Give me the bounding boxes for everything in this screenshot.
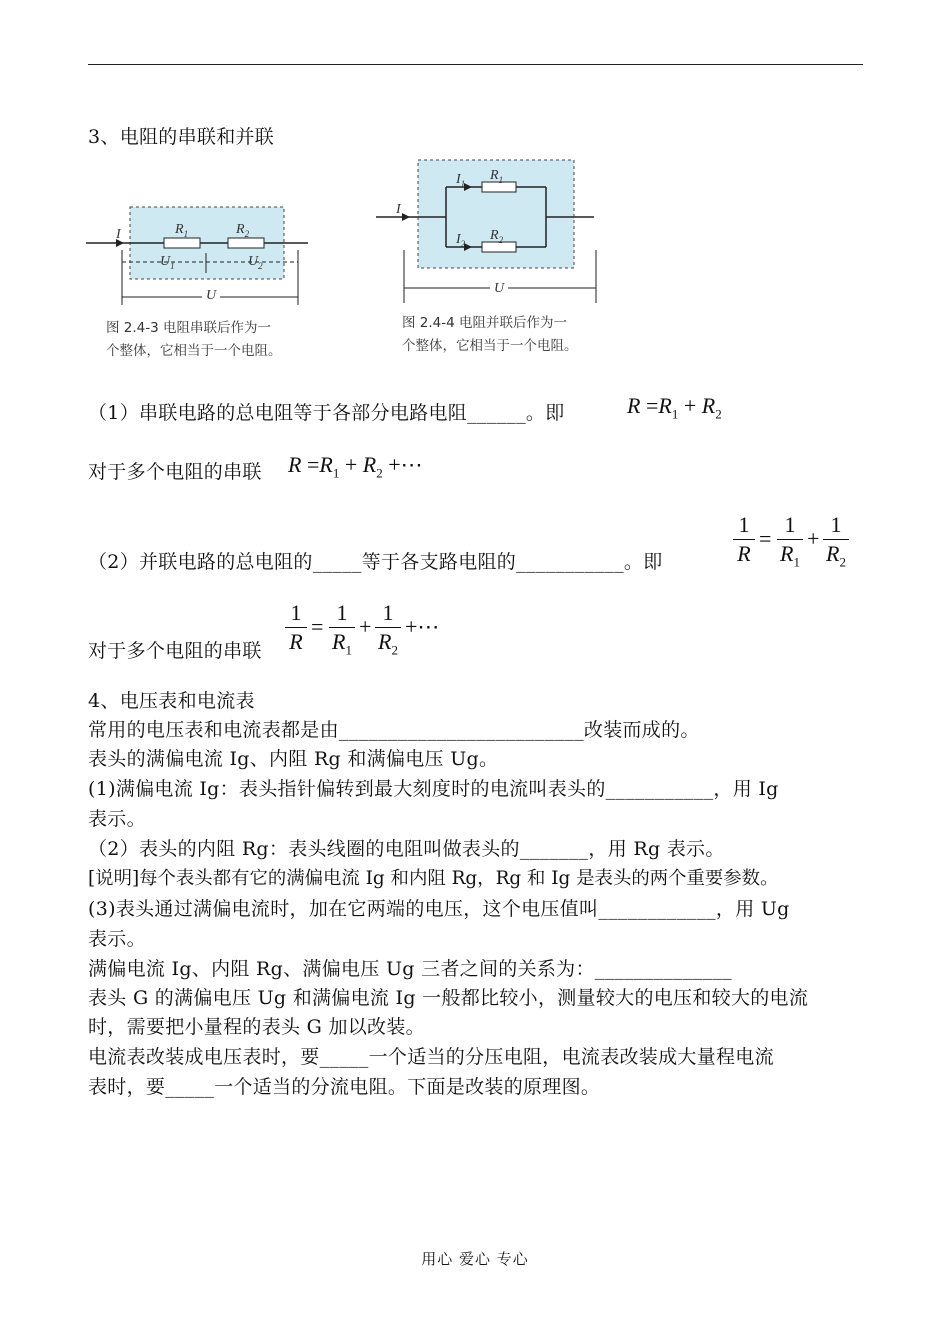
parallel-caption-1: 图 2.4-4 电阻并联后作为一 bbox=[402, 315, 568, 331]
text-line: 表时，要_____一个适当的分流电阻。下面是改装的原理图。 bbox=[88, 1076, 601, 1098]
parallel-label-r2: $R_2$ bbox=[490, 228, 504, 245]
parallel-multi-text: 对于多个电阻的串联 bbox=[88, 640, 262, 662]
section-3-title: 3、电阻的串联和并联 bbox=[88, 126, 275, 148]
parallel-label-r1: $R_1$ bbox=[490, 168, 504, 185]
series-caption-2: 个整体，它相当于一个电阻。 bbox=[106, 343, 282, 359]
text-line: [说明]每个表头都有它的满偏电流 Ig 和内阻 Rg，Rg 和 Ig 是表头的两个重要参数。 bbox=[88, 868, 779, 889]
text-line: （2）表头的内阻 Rg：表头线圈的电阻叫做表头的_______，用 Rg 表示。 bbox=[88, 838, 725, 860]
series-label-u2: $U_2$ bbox=[248, 254, 263, 271]
page-footer: 用心 爱心 专心 bbox=[421, 1250, 529, 1268]
series-multi-formula: $R =R_1 + R_2$ +⋯ bbox=[288, 452, 423, 481]
series-multi-text: 对于多个电阻的串联 bbox=[88, 461, 262, 483]
parallel-rule-text: （2）并联电路的总电阻的_____等于各支路电阻的___________。即 bbox=[88, 551, 663, 573]
parallel-label-i: I bbox=[396, 202, 401, 217]
header-rule bbox=[88, 64, 863, 65]
series-caption-1: 图 2.4-3 电阻串联后作为一 bbox=[106, 320, 272, 336]
parallel-formula: 1 R = 1 $R_1$ + 1 $R_2$ bbox=[733, 512, 863, 572]
text-line: 表示。 bbox=[88, 928, 146, 950]
series-label-r1: $R_1$ bbox=[175, 222, 189, 239]
series-label-u1: $U_1$ bbox=[160, 254, 175, 271]
series-circuit-figure bbox=[86, 195, 316, 310]
text-line: (1)满偏电流 Ig：表头指针偏转到最大刻度时的电流叫表头的___________，用 Ig bbox=[88, 778, 779, 800]
text-line: 表示。 bbox=[88, 808, 146, 830]
series-label-u: U bbox=[202, 284, 220, 307]
text-line: 满偏电流 Ig、内阻 Rg、满偏电压 Ug 三者之间的关系为：______________ bbox=[88, 958, 732, 980]
parallel-label-i1: $I_1$ bbox=[456, 172, 466, 189]
series-label-r2: $R_2$ bbox=[236, 222, 250, 239]
series-label-i: I bbox=[116, 227, 121, 242]
parallel-label-i2: $I_2$ bbox=[456, 232, 466, 249]
text-line: 电流表改装成电压表时，要_____一个适当的分压电阻，电流表改装成大量程电流 bbox=[88, 1046, 774, 1068]
parallel-multi-formula: 1 R = 1 $R_1$ + 1 $R_2$ +⋯ bbox=[285, 600, 455, 660]
parallel-caption-2: 个整体，它相当于一个电阻。 bbox=[402, 338, 578, 354]
text-line: 表头 G 的满偏电压 Ug 和满偏电流 Ig 一般都比较小，测量较大的电压和较大的电流 bbox=[88, 987, 809, 1009]
text-line: (3)表头通过满偏电流时，加在它两端的电压，这个电压值叫____________，用 Ug bbox=[88, 898, 790, 920]
section-4-title: 4、电压表和电流表 bbox=[88, 690, 255, 712]
text-line: 常用的电压表和电流表都是由_________________________改装而成的。 bbox=[88, 719, 700, 741]
series-formula: $R =R_1 + R_2$ bbox=[627, 393, 722, 422]
text-line: 时，需要把小量程的表头 G 加以改装。 bbox=[88, 1016, 425, 1038]
parallel-label-u: U bbox=[490, 277, 508, 300]
series-rule-text: （1）串联电路的总电阻等于各部分电路电阻______。即 bbox=[88, 402, 565, 424]
text-line: 表头的满偏电流 Ig、内阻 Rg 和满偏电压 Ug。 bbox=[88, 748, 499, 770]
